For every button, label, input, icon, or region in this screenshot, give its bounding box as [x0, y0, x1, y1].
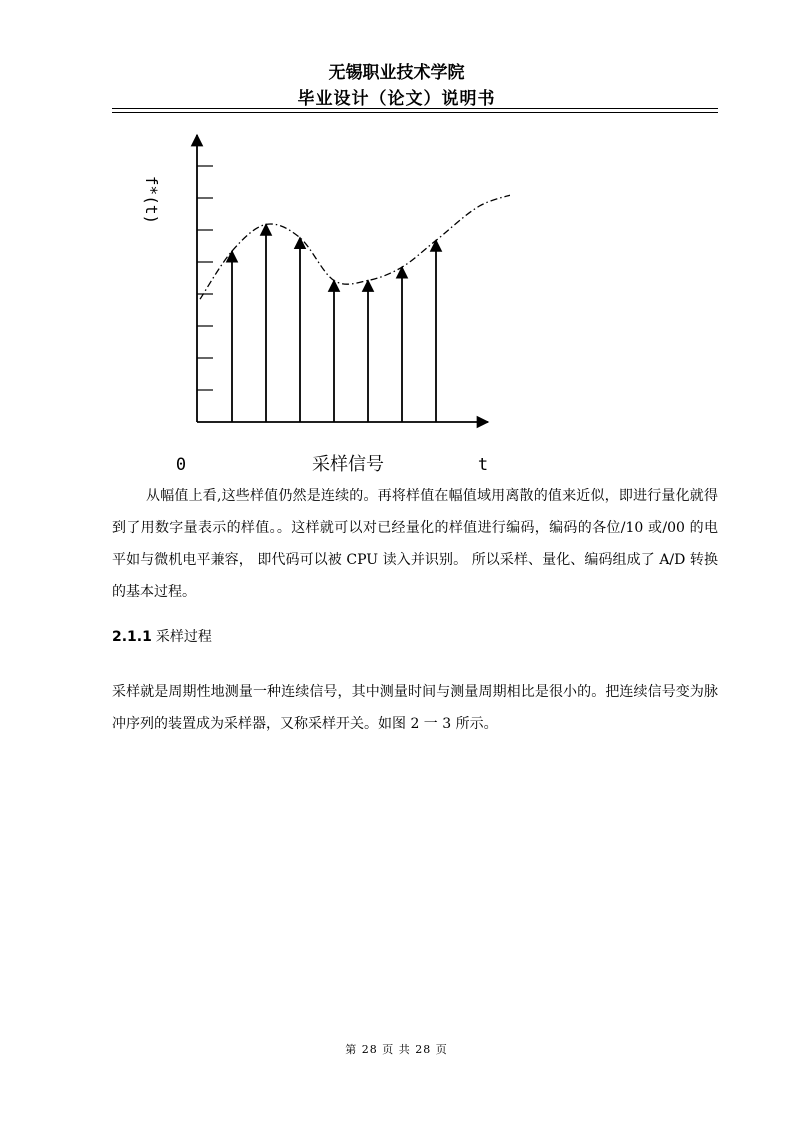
header-school-name: 无锡职业技术学院 — [328, 63, 465, 83]
sampled-signal-figure — [130, 125, 510, 475]
origin-label: 0 — [175, 455, 187, 475]
envelope-curve — [200, 192, 510, 299]
sample-stems — [232, 224, 436, 422]
paragraph-quantization: 从幅值上看,这些样值仍然是连续的。再将样值在幅值域用离散的值来近似，即进行量化就得到了用数字量表示的样值。。这样就可以对已经量化的样值进行编码，编码的各位/10 或/00 的电平如与微机电平兼容， 即代码可以被 CPU 读入并识别。 所以采样、量化、编码组成了 A/D 转换的基本过程。 — [112, 488, 718, 600]
header-rule-thin — [112, 112, 718, 113]
paragraph-sampling: 采样就是周期性地测量一种连续信号，其中测量时间与测量周期相比是很小的。把连续信号变为脉冲序列的装置成为采样器，又称采样开关。如图 2 一 3 所示。 — [112, 684, 718, 732]
section-heading — [112, 626, 212, 646]
axes — [197, 135, 488, 422]
page-footer: 第 28 页 共 28 页 — [345, 1043, 448, 1056]
header-document-title: 毕业设计（论文）说明书 — [297, 89, 496, 109]
section-title: 采样过程 — [155, 629, 212, 645]
section-number: 2.1.1 — [112, 629, 152, 645]
x-axis-label: t — [477, 455, 489, 475]
y-axis-label: f*(t) — [142, 175, 161, 225]
header-rule-thick — [112, 108, 718, 109]
figure-caption: 采样信号 — [312, 454, 384, 475]
